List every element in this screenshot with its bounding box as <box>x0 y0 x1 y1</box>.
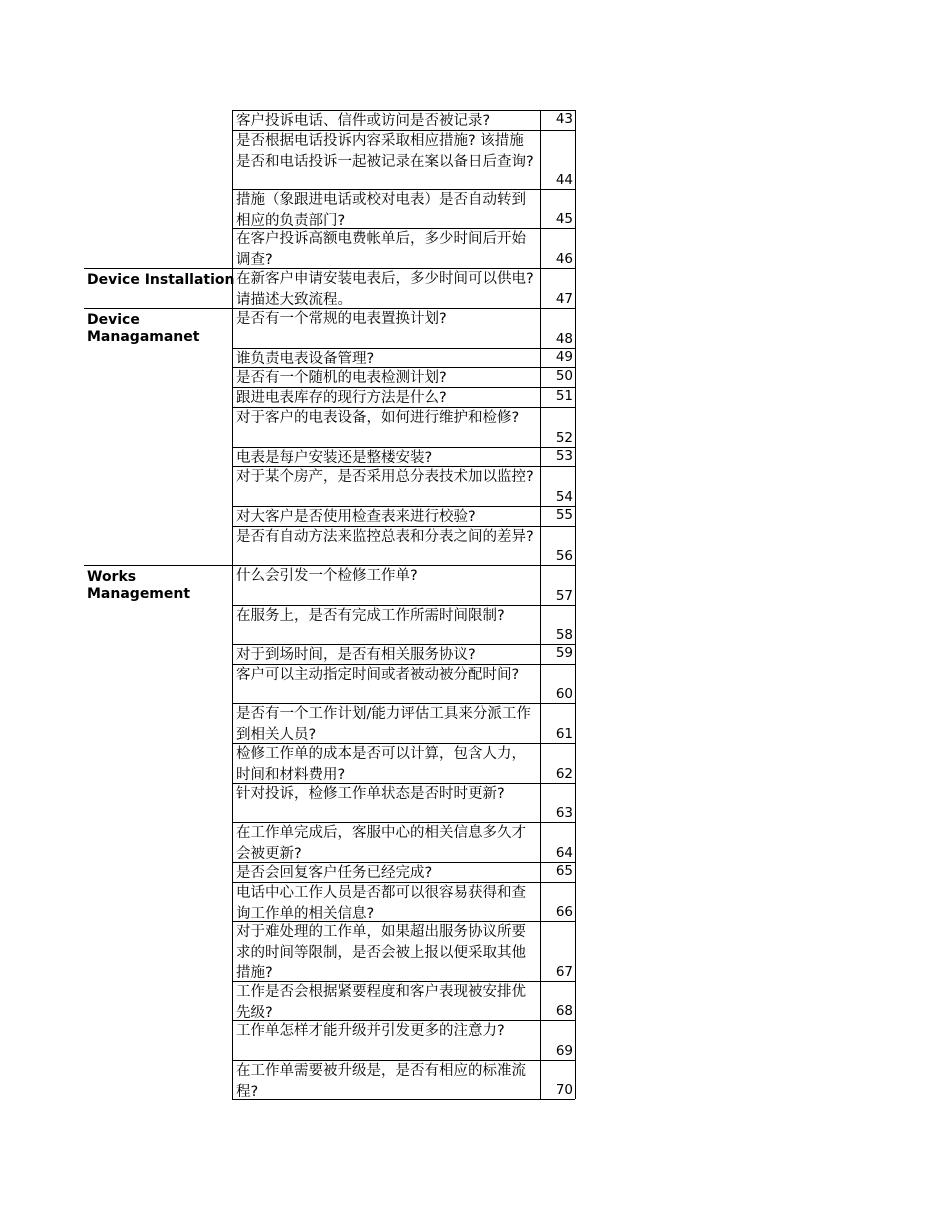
question-text: 是否有自动方法来监控总表和分表之间的差异? <box>236 529 534 545</box>
row-number: 65 <box>555 863 573 879</box>
row-number: 56 <box>555 548 573 564</box>
question-text: 是否会回复客户任务已经完成? <box>236 865 433 881</box>
row-number: 48 <box>555 331 573 347</box>
question-text: 工作单怎样才能升级并引发更多的注意力? <box>236 1023 505 1039</box>
question-text: 对于某个房产，是否采用总分表技术加以监控? <box>236 469 534 485</box>
question-text: 对于到场时间，是否有相关服务协议? <box>236 647 476 663</box>
question-text: 针对投诉，检修工作单状态是否时时更新? <box>236 786 505 802</box>
question-text: 在工作单需要被升级是，是否有相应的标准流程? <box>236 1063 526 1099</box>
row-number: 49 <box>555 349 573 365</box>
row-number: 63 <box>555 805 573 821</box>
section-label: Works Management <box>87 569 191 602</box>
question-text: 客户投诉电话、信件或访问是否被记录? <box>236 113 491 129</box>
question-text: 是否有一个工作计划/能力评估工具来分派工作到相关人员? <box>236 706 531 743</box>
section-divider <box>84 268 232 269</box>
number-column-right-border <box>575 110 576 1099</box>
row-number: 67 <box>555 964 573 980</box>
row-number: 51 <box>555 388 573 404</box>
row-number: 66 <box>555 904 573 920</box>
row-number: 70 <box>555 1082 573 1098</box>
question-column-left-border <box>232 110 233 1099</box>
question-text: 什么会引发一个检修工作单? <box>236 568 418 584</box>
section-label: Device Installation <box>87 272 235 288</box>
row-number: 60 <box>555 686 573 702</box>
question-text: 客户可以主动指定时间或者被动被分配时间? <box>236 667 520 683</box>
row-number: 68 <box>555 1003 573 1019</box>
row-number: 44 <box>555 172 573 188</box>
row-number: 69 <box>555 1043 573 1059</box>
question-text: 对大客户是否使用检查表来进行校验? <box>236 509 476 525</box>
row-number: 62 <box>555 766 573 782</box>
question-text: 跟进电表库存的现行方法是什么? <box>236 390 447 406</box>
question-text: 在工作单完成后，客服中心的相关信息多久才会被更新? <box>236 825 526 862</box>
row-number: 43 <box>555 111 573 127</box>
question-text: 在客户投诉高额电费帐单后，多少时间后开始调查? <box>236 231 526 268</box>
question-text: 是否有一个随机的电表检测计划? <box>236 370 447 386</box>
row-number: 53 <box>555 448 573 464</box>
question-text: 对于客户的电表设备，如何进行维护和检修? <box>236 410 520 426</box>
row-number: 55 <box>555 507 573 523</box>
row-number: 59 <box>555 645 573 661</box>
question-text: 是否根据电话投诉内容采取相应措施? 该措施是否和电话投诉一起被记录在案以备日后查询? <box>236 133 534 170</box>
row-number: 64 <box>555 845 573 861</box>
question-text: 检修工作单的成本是否可以计算，包含人力，时间和材料费用? <box>236 746 526 783</box>
row-number: 50 <box>555 368 573 384</box>
row-number: 47 <box>555 291 573 307</box>
row-number: 61 <box>555 726 573 742</box>
section-divider <box>84 565 232 566</box>
question-text: 是否有一个常规的电表置换计划? <box>236 311 447 327</box>
table-bottom-border <box>232 1099 575 1100</box>
row-number: 54 <box>555 489 573 505</box>
question-text: 在服务上，是否有完成工作所需时间限制? <box>236 608 505 624</box>
section-divider <box>84 308 232 309</box>
question-text: 对于难处理的工作单，如果超出服务协议所要求的时间等限制，是否会被上报以便采取其他措施? <box>236 924 526 981</box>
question-text: 工作是否会根据紧要程度和客户表现被安排优先级? <box>236 984 526 1020</box>
question-text: 电表是每户安装还是整楼安装? <box>236 450 433 466</box>
question-text: 谁负责电表设备管理? <box>236 351 375 367</box>
number-column-left-border <box>540 110 541 1099</box>
question-text: 电话中心工作人员是否都可以很容易获得和查询工作单的相关信息? <box>236 885 526 921</box>
question-text: 措施（象跟进电话或校对电表）是否自动转到相应的负责部门? <box>236 192 526 228</box>
row-number: 46 <box>555 251 573 267</box>
row-number: 52 <box>555 430 573 446</box>
section-label: Device Managamanet <box>87 312 200 345</box>
row-number: 58 <box>555 627 573 643</box>
question-text: 在新客户申请安装电表后，多少时间可以供电? 请描述大致流程。 <box>236 271 534 308</box>
row-number: 45 <box>555 211 573 227</box>
row-number: 57 <box>555 588 573 604</box>
